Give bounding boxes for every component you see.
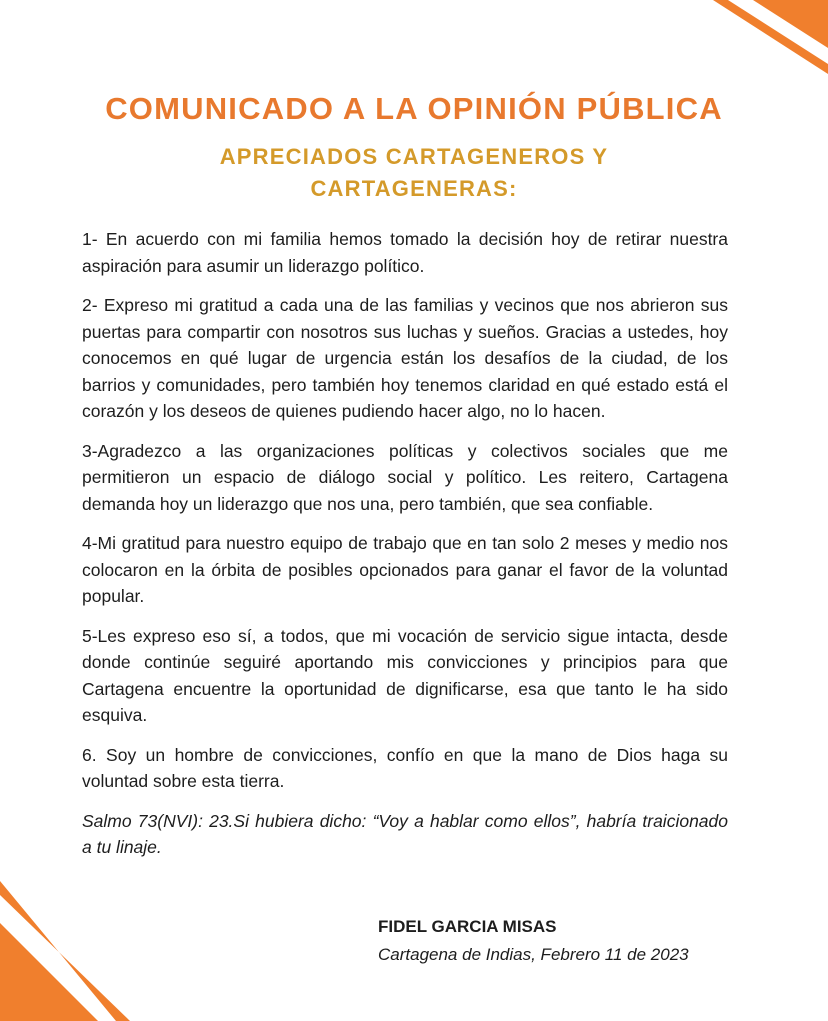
paragraph-2: 2- Expreso mi gratitud a cada una de las familias y vecinos que nos abrieron sus puertas para compartir con nosotros sus luchas y sueños. Gracias a ustedes, hoy conocemos en qué lugar de urgencia están los desafíos de la ciudad, de los barrios y comunidades, pero también hoy tenemos claridad en qué estado está el corazón y los deseos de quienes pudiendo hacer algo, no lo hacen. — [82, 295, 728, 421]
paragraph-5: 5-Les expreso eso sí, a todos, que mi vocación de servicio sigue intacta, desde donde continúe seguiré aportando mis convicciones y principios para que Cartagena encuentre la oportunidad de dignificarse, esa que tanto le ha sido esquiva. — [82, 625, 728, 725]
paragraph-1: 1- En acuerdo con mi familia hemos tomado la decisión hoy de retirar nuestra aspiración para asumir un liderazgo político. — [82, 229, 728, 276]
signature-place-date: Cartagena de Indias, Febrero 11 de 2023 — [378, 945, 689, 964]
document-title: COMUNICADO A LA OPINIÓN PÚBLICA — [105, 91, 723, 126]
bottom-left-corner-stripes — [0, 861, 150, 1021]
paragraph-6: 6. Soy un hombre de convicciones, confío en que la mano de Dios haga su voluntad sobre esta tierra. — [82, 744, 728, 791]
signature-name: FIDEL GARCIA MISAS — [378, 917, 557, 936]
greeting — [0, 141, 828, 205]
signature-block — [378, 913, 689, 969]
greeting-line-2: CARTAGENERAS: — [310, 176, 518, 201]
greeting-line-1: APRECIADOS CARTAGENEROS Y — [219, 144, 609, 169]
document-body — [82, 226, 728, 874]
paragraph-3: 3-Agradezco a las organizaciones políticas y colectivos sociales que me permitieron un espacio de diálogo social y político. Les reitero, Cartagena demanda hoy un liderazgo que nos una, pero también, que sea confiable. — [82, 440, 728, 514]
psalm-quote: Salmo 73(NVI): 23.Si hubiera dicho: “Voy a hablar como ellos”, habría traicionado a tu linaje. — [82, 810, 728, 857]
paragraph-4: 4-Mi gratitud para nuestro equipo de trabajo que en tan solo 2 meses y medio nos colocaron en la órbita de posibles opcionados para ganar el favor de la voluntad popular. — [82, 533, 728, 606]
